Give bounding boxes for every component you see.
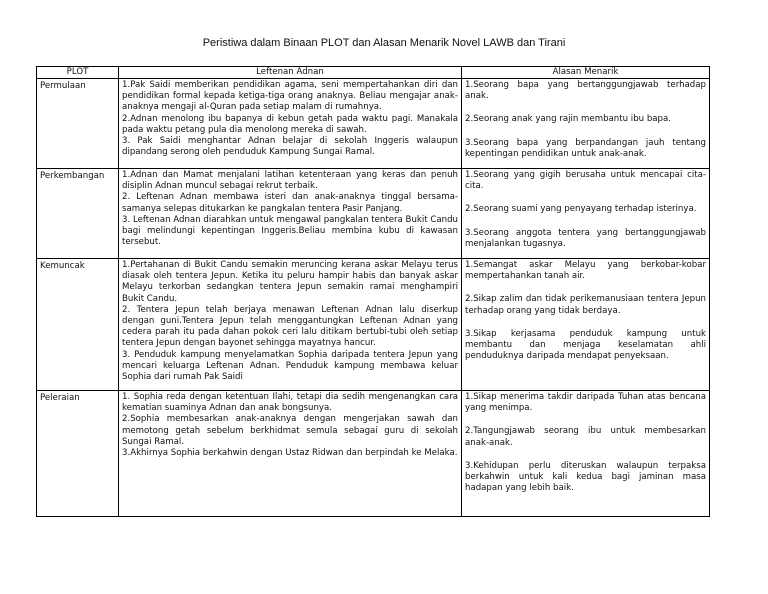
event-text: 2.Adnan menolong ibu bapanya di kebun getah pada waktu pagi. Manakala pada waktu petang pula dia menolong mereka di sawah. [122,113,458,135]
reason-text: 3.Sikap kerjasama penduduk kampung untuk membantu dan menjaga keselamatan ahli penduduknya daripada mendapat penyeksaan. [465,328,706,362]
event-text: 1.Pertahanan di Bukit Candu semakin meruncing kerana askar Melayu terus diasak oleh tentera Jepun. Ketika itu peluru hampir habis dan banyak askar Melayu terkorban sedangkan tentera Jepun semakin ramai menghampiri Bukit Candu. [122,260,458,304]
table-row [37,259,710,391]
reason-text: 1.Seorang yang gigih berusaha untuk mencapai cita-cita. [465,170,706,192]
reason-text: 3.Kehidupan perlu diteruskan walaupun terpaksa berkahwin untuk kali kedua bagi jaminan masa hadapan yang lebih baik. [465,460,706,494]
reason-text: 3.Seorang anggota tentera yang bertanggungjawab menjalankan tugasnya. [465,227,706,249]
header-plot: PLOT [37,67,119,79]
header-alasan-menarik: Alasan Menarik [462,67,710,79]
table-row [37,79,710,169]
plot-stage-cell: Perkembangan [37,169,119,259]
event-text: 2. Leftenan Adnan membawa isteri dan anak-anaknya tinggal bersama-samanya selepas ditukarkan ke pangkalan tentera Pasir Panjang. [122,192,458,214]
reason-text: 2.Seorang suami yang penyayang terhadap isterinya. [465,204,697,215]
plot-stage-cell: Kemuncak [37,259,119,391]
reason-text: 1.Sikap menerima takdir daripada Tuhan atas bencana yang menimpa. [465,392,706,414]
reason-text: 1.Seorang bapa yang bertanggungjawab terhadap anak. [465,80,706,102]
table-header-row [37,67,710,79]
event-text: 3. Pak Saidi menghantar Adnan belajar di sekolah Inggeris walaupun dipandang serong oleh penduduk Kampung Sungai Ramal. [122,136,458,158]
reason-text: 3.Seorang bapa yang berpandangan jauh tentang kepentingan pendidikan untuk anak-anak. [465,137,706,159]
alasan-menarik-cell [462,169,710,259]
event-text: 2.Sophia membesarkan anak-anaknya dengan mengerjakan sawah dan memotong getah sebelum berkhidmat semula sebagai guru di sekolah Sungai Ramal. [122,414,458,447]
leftenan-adnan-cell [119,79,462,169]
event-text: 1.Adnan dan Mamat menjalani latihan ketenteraan yang keras dan penuh disiplin Adnan muncul sebagai rekrut terbaik. [122,170,458,192]
plot-table [36,66,710,517]
plot-stage-cell: Peleraian [37,391,119,517]
event-text: 1. Sophia reda dengan ketentuan Ilahi, tetapi dia sedih mengenangkan cara kematian suaminya Adnan dan anak bongsunya. [122,392,458,414]
reason-text: 2.Seorang anak yang rajin membantu ibu bapa. [465,114,671,125]
event-text: 3. Leftenan Adnan diarahkan untuk mengawal pangkalan tentera Bukit Candu bagi melindungi kepentingan Inggeris.Beliau membina kubu di kawasan tersebut. [122,214,458,248]
event-text: 1.Pak Saidi memberikan pendidikan agama, seni mempertahankan diri dan pendidikan formal kepada ketiga-tiga orang anaknya. Beliau mengajar anak-anaknya mengaji al-Quran pada setiap malam di rumahnya. [122,80,458,113]
event-text: 3.Akhirnya Sophia berkahwin dengan Ustaz Ridwan dan berpindah ke Melaka. [122,448,458,459]
reason-text: 1.Semangat askar Melayu yang berkobar-kobar mempertahankan tanah air. [465,260,706,282]
alasan-menarik-cell [462,79,710,169]
table-row [37,169,710,259]
event-text: 2. Tentera Jepun telah berjaya menawan Leftenan Adnan lalu diserkup dengan guni.Tentera Jepun telah menggantungkan Leftenan Adnan yang cedera parah itu pada dahan pokok ceri lalu ditikam bertubi-tubi oleh setiap tentera Jepun dengan bayonet sehingga mayatnya hancur. [122,304,458,349]
alasan-menarik-cell [462,391,710,517]
plot-stage-cell: Permulaan [37,79,119,169]
leftenan-adnan-cell [119,169,462,259]
leftenan-adnan-cell [119,259,462,391]
reason-text: 2.Sikap zalim dan tidak perikemanusiaan tentera Jepun terhadap orang yang tidak berdaya. [465,294,706,316]
leftenan-adnan-cell [119,391,462,517]
event-text: 3. Penduduk kampung menyelamatkan Sophia daripada tentera Jepun yang mencari keluarga Leftenan Adnan. Penduduk kampung membawa keluar Sophia dari rumah Pak Saidi [122,349,458,383]
document-title: Peristiwa dalam Binaan PLOT dan Alasan Menarik Novel LAWB dan Tirani [202,37,566,49]
reason-text: 2.Tangungjawab seorang ibu untuk membesarkan anak-anak. [465,426,706,448]
table-row [37,391,710,517]
alasan-menarik-cell [462,259,710,391]
header-leftenan-adnan: Leftenan Adnan [119,67,462,79]
